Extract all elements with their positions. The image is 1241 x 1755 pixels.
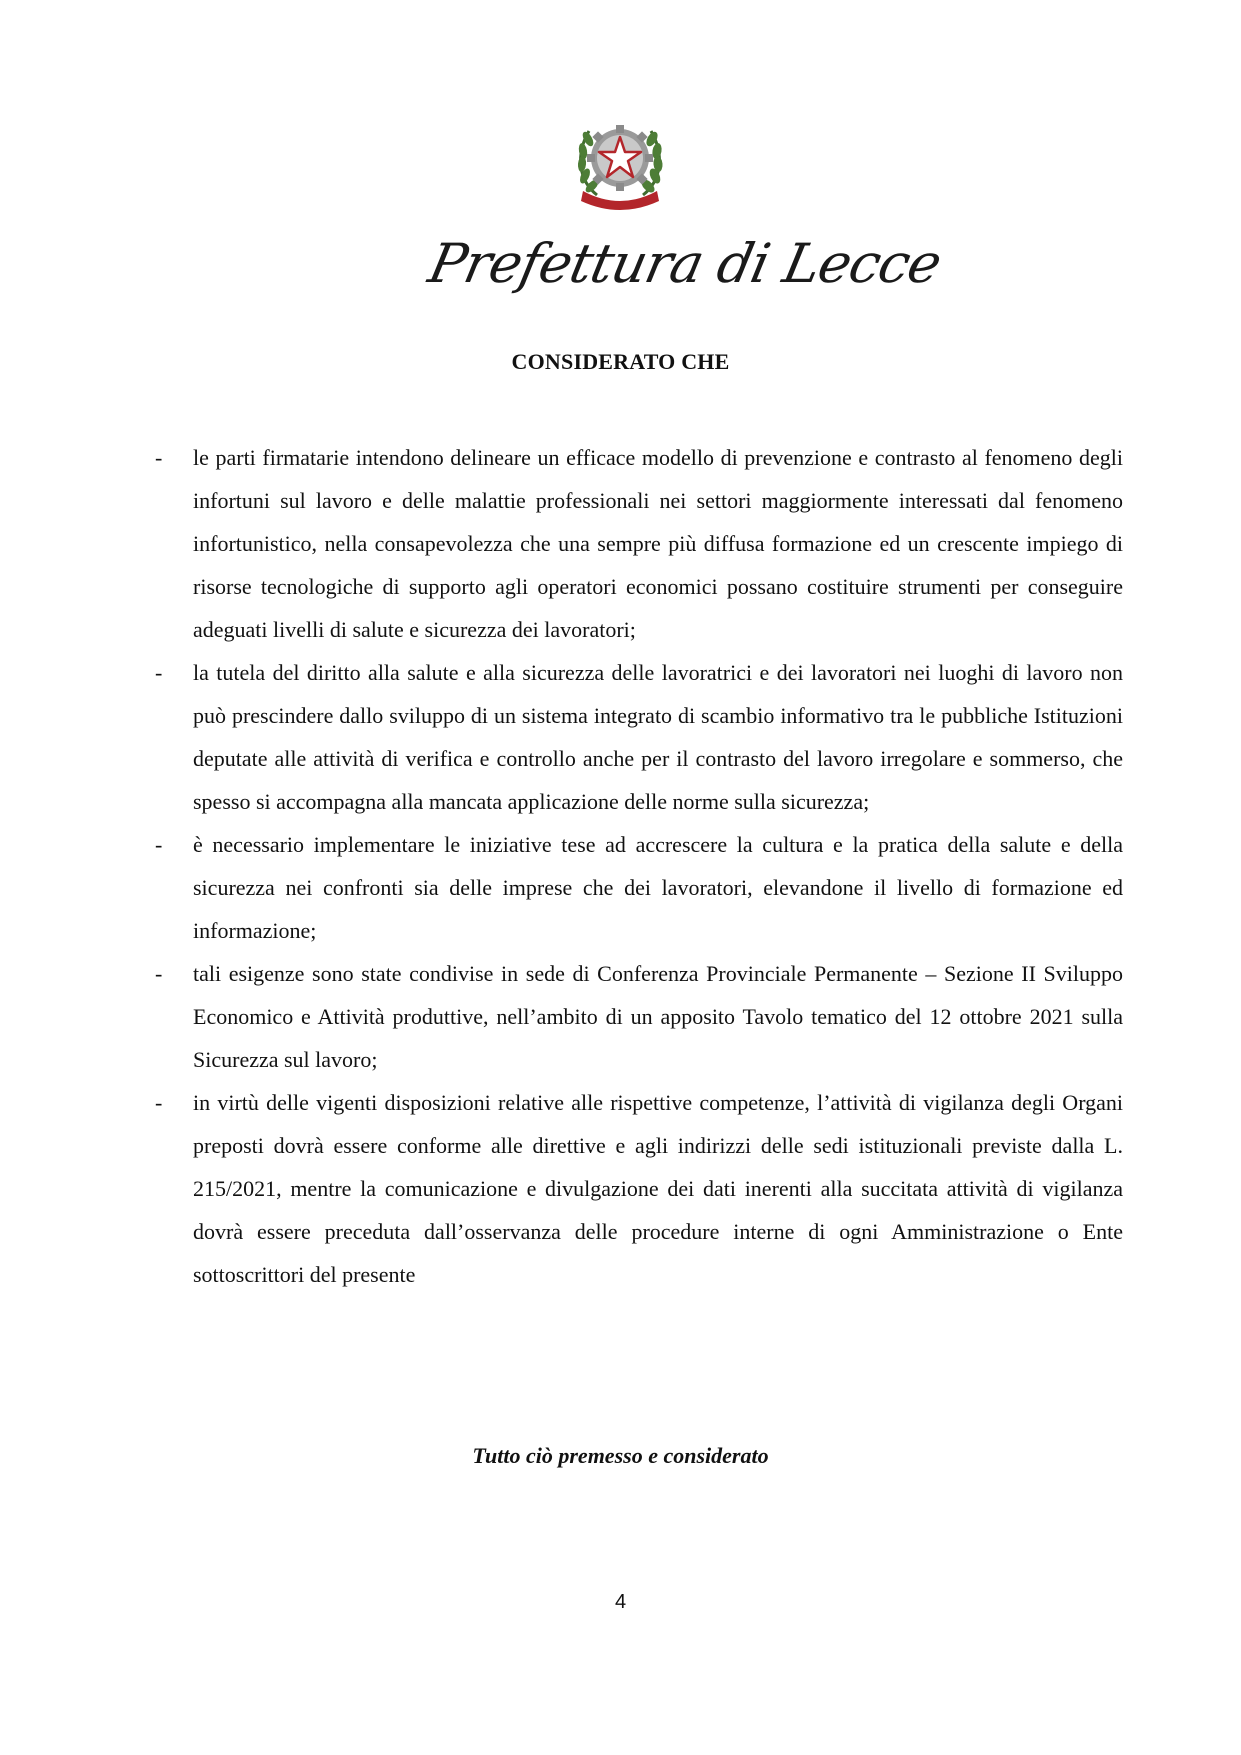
bullet-dash: - bbox=[155, 832, 163, 857]
bullet-dash: - bbox=[155, 445, 163, 470]
list-item bbox=[155, 651, 1123, 823]
list-item-text: tali esigenze sono state condivise in sede di Conferenza Provinciale Permanente – Sezione II Sviluppo Economico e Attività produttive, nell’ambito di un apposito Tavolo tematico del 12 ottobre 2021 sulla Sicurezza sul lavoro; bbox=[193, 961, 1123, 1072]
list-item-text: è necessario implementare le iniziative tese ad accrescere la cultura e la pratica della salute e della sicurezza nei confronti sia delle imprese che dei lavoratori, elevandone il livello di formazione ed informazione; bbox=[193, 832, 1123, 943]
list-item bbox=[155, 823, 1123, 952]
page-number: 4 bbox=[614, 1591, 627, 1613]
emblem-of-italy-icon bbox=[567, 111, 673, 217]
bullet-dash: - bbox=[155, 1090, 163, 1115]
list-item-text: la tutela del diritto alla salute e alla sicurezza delle lavoratrici e dei lavoratori nei luoghi di lavoro non può prescindere dallo sviluppo di un sistema integrato di scambio informativo tra le pubbliche Istituzioni deputate alle attività di verifica e controllo anche per il contrasto del lavoro irregolare e sommerso, che spesso si accompagna alla mancata applicazione delle norme sulla sicurezza; bbox=[193, 660, 1123, 814]
list-item bbox=[155, 436, 1123, 651]
list-item bbox=[155, 952, 1123, 1081]
bullet-dash: - bbox=[155, 660, 163, 685]
list-item-text: le parti firmatarie intendono delineare un efficace modello di prevenzione e contrasto al fenomeno degli infortuni sul lavoro e delle malattie professionali nei settori maggiormente interessati dal fenomeno infortunistico, nella consapevolezza che una sempre più diffusa formazione ed un crescente impiego di risorse tecnologiche di supporto agli operatori economici possano costituire strumenti per conseguire adeguati livelli di salute e sicurezza dei lavoratori; bbox=[193, 445, 1123, 642]
office-name: Prefettura di Lecce bbox=[423, 232, 947, 295]
considerations-list bbox=[155, 436, 1123, 1296]
conclusion-line: Tutto ciò premesso e considerato bbox=[472, 1443, 769, 1468]
list-item-text: in virtù delle vigenti disposizioni relative alle rispettive competenze, l’attività di vigilanza degli Organi preposti dovrà essere conforme alle direttive e agli indirizzi delle sedi istituzionali previste dalla L. 215/2021, mentre la comunicazione e divulgazione dei dati inerenti alla succitata attività di vigilanza dovrà essere preceduta dall’osservanza delle procedure interne di ogni Amministrazione o Ente sottoscrittori del presente bbox=[193, 1090, 1123, 1287]
bullet-dash: - bbox=[155, 961, 163, 986]
section-heading: CONSIDERATO CHE bbox=[511, 349, 730, 374]
list-item bbox=[155, 1081, 1123, 1296]
